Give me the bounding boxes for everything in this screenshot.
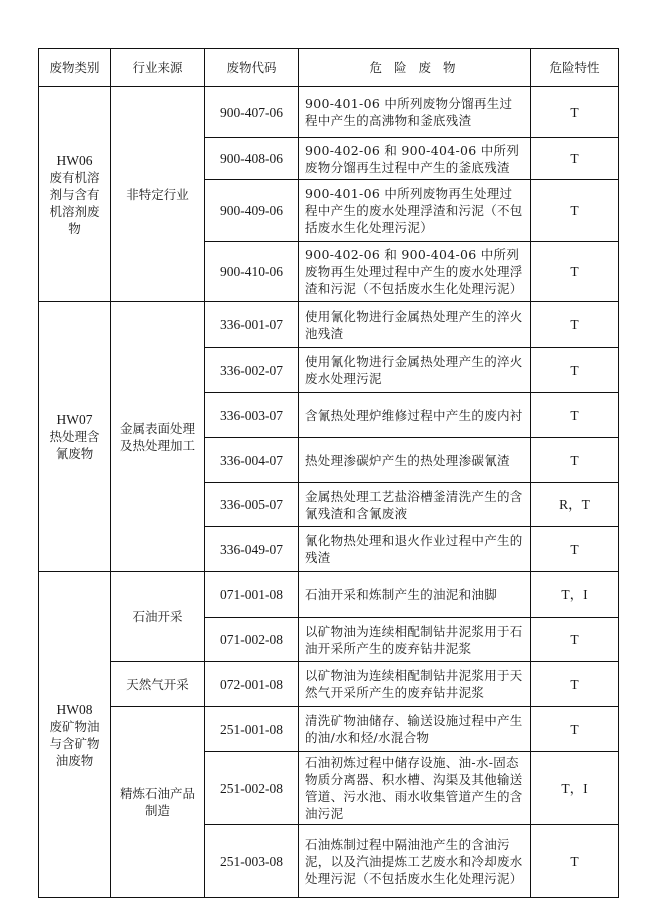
industry-source-cell: 石油开采 [111,572,205,662]
waste-code-cell: 900-409-06 [205,180,299,242]
hazardous-waste-description: 氰化物热处理和退火作业过程中产生的残渣 [299,527,531,572]
hazardous-waste-description: 使用氰化物进行金属热处理产生的淬火池残渣 [299,302,531,348]
waste-category-cell [39,572,111,898]
waste-code-cell: 336-002-07 [205,348,299,393]
hazardous-waste-description: 金属热处理工艺盐浴槽釜清洗产生的含氰残渣和含氰废液 [299,483,531,527]
hazard-property-cell: T [531,707,619,752]
hazard-property-cell: T [531,302,619,348]
waste-code-cell: 251-001-08 [205,707,299,752]
waste-code-cell: 900-410-06 [205,242,299,302]
waste-code-cell: 071-001-08 [205,572,299,618]
waste-category-cell [39,302,111,572]
hazardous-waste-table [38,48,619,898]
table-row [39,707,619,752]
header-industry-source: 行业来源 [111,49,205,87]
hazardous-waste-description: 900-402-06 和 900-404-06 中所列废物再生处理过程中产生的废水处理浮渣和污泥（不包括废水生化处理污泥） [299,242,531,302]
waste-category-code: HW07 [56,412,93,427]
industry-source-cell: 金属表面处理及热处理加工 [111,302,205,572]
header-waste-code: 废物代码 [205,49,299,87]
waste-category-name: 废有机溶剂与含有机溶剂废物 [49,169,100,236]
hazardous-waste-description: 石油初炼过程中储存设施、油-水-固态物质分离器、积水槽、沟渠及其他输送管道、污水池、雨水收集管道产生的含油污泥 [299,752,531,825]
table-row [39,302,619,348]
hazard-property-cell: T [531,618,619,662]
waste-code-cell: 251-002-08 [205,752,299,825]
hazardous-waste-description: 清洗矿物油储存、输送设施过程中产生的油/水和烃/水混合物 [299,707,531,752]
hazard-property-cell: T [531,87,619,138]
waste-category-code: HW08 [56,701,93,717]
hazard-property-cell: T，I [531,572,619,618]
industry-source-cell: 精炼石油产品制造 [111,707,205,898]
hazard-property-cell: T [531,662,619,707]
waste-code-cell: 251-003-08 [205,825,299,898]
waste-category-name: 废矿物油与含矿物油废物 [49,718,100,768]
table-body [39,87,619,898]
hazardous-waste-description: 900-401-06 中所列废物再生处理过程中产生的废水处理浮渣和污泥（不包括废水生化处理污泥） [299,180,531,242]
waste-code-cell: 072-001-08 [205,662,299,707]
waste-code-cell: 336-004-07 [205,438,299,483]
table-row [39,572,619,618]
hazard-property-cell: T [531,138,619,180]
hazardous-waste-description: 以矿物油为连续相配制钻井泥浆用于石油开采所产生的废弃钻井泥浆 [299,618,531,662]
waste-code-cell: 336-049-07 [205,527,299,572]
header-waste-category: 废物类别 [39,49,111,87]
hazard-property-cell: T [531,825,619,898]
hazardous-waste-description: 石油开采和炼制产生的油泥和油脚 [299,572,531,618]
header-hazard-property: 危险特性 [531,49,619,87]
waste-code-cell: 336-003-07 [205,393,299,438]
header-hazardous-waste: 危 险 废 物 [299,49,531,87]
hazardous-waste-description: 900-402-06 和 900-404-06 中所列废物分馏再生过程中产生的釜底残渣 [299,138,531,180]
waste-code-cell: 900-408-06 [205,138,299,180]
hazardous-waste-description: 热处理渗碳炉产生的热处理渗碳氰渣 [299,438,531,483]
hazardous-waste-description: 石油炼制过程中隔油池产生的含油污泥，以及汽油提炼工艺废水和冷却废水处理污泥（不包括废水生化处理污泥） [299,825,531,898]
table-header-row [39,49,619,87]
hazard-property-cell: T [531,242,619,302]
hazard-property-cell: R，T [531,483,619,527]
hazard-property-cell: T [531,438,619,483]
hazard-property-cell: T [531,393,619,438]
hazard-property-cell: T [531,180,619,242]
waste-category-cell [39,87,111,302]
waste-code-cell: 071-002-08 [205,618,299,662]
waste-category-name: 热处理含氰废物 [49,429,100,461]
waste-category-code: HW06 [56,152,93,168]
waste-code-cell: 336-001-07 [205,302,299,348]
table-row [39,87,619,138]
waste-code-cell: 900-407-06 [205,87,299,138]
hazardous-waste-description: 使用氰化物进行金属热处理产生的淬火废水处理污泥 [299,348,531,393]
hazard-property-cell: T [531,527,619,572]
hazard-property-cell: T，I [531,752,619,825]
hazardous-waste-description: 以矿物油为连续相配制钻井泥浆用于天然气开采所产生的废弃钻井泥浆 [299,662,531,707]
industry-source-cell: 天然气开采 [111,662,205,707]
waste-code-cell: 336-005-07 [205,483,299,527]
hazardous-waste-description: 含氰热处理炉维修过程中产生的废内衬 [299,393,531,438]
hazardous-waste-description: 900-401-06 中所列废物分馏再生过程中产生的高沸物和釜底残渣 [299,87,531,138]
industry-source-cell: 非特定行业 [111,87,205,302]
hazard-property-cell: T [531,348,619,393]
table-row [39,662,619,707]
